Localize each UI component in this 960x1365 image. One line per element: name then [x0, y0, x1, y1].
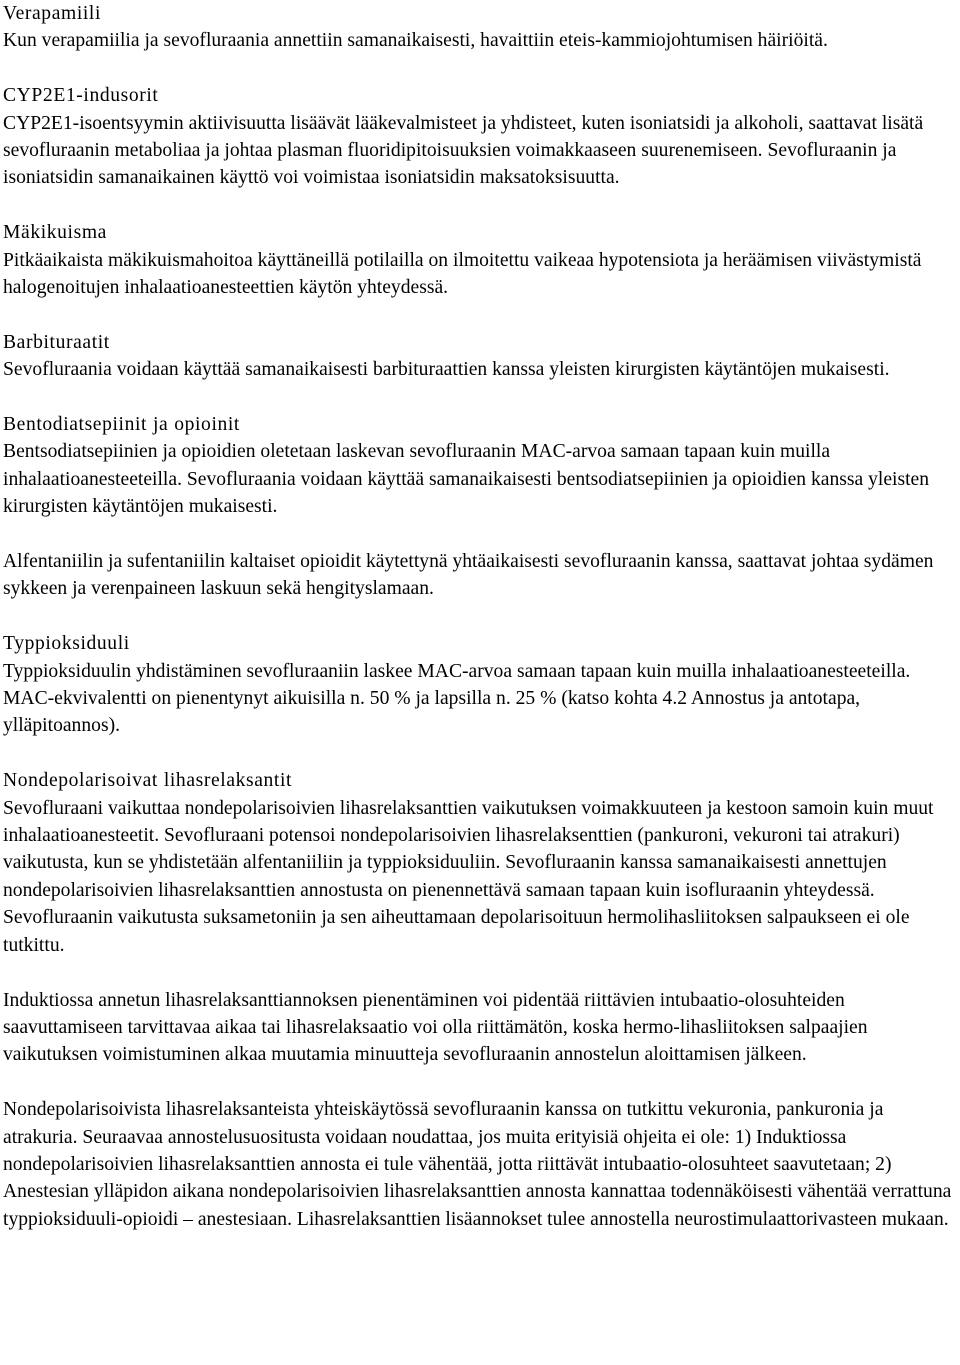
section-bentodiatsepiinit [3, 411, 957, 603]
section-paragraph: Sevofluraania voidaan käyttää samanaikaisesti barbituraattien kanssa yleisten kirurgisten käytäntöjen mukaisesti. [3, 359, 890, 381]
section-heading: Bentodiatsepiinit ja opioinit [3, 414, 240, 436]
section-heading: Verapamiili [3, 3, 102, 24]
section-typpioksiduuli [3, 630, 957, 740]
document-page [3, 0, 957, 1233]
section-makikuisma [3, 219, 957, 301]
section-heading: Nondepolarisoivat lihasrelaksantit [3, 770, 293, 792]
section-paragraph: Alfentaniilin ja sufentaniilin kaltaiset opioidit käytettynä yhtäaikaisesti sevofluraanin kanssa, saattavat johtaa sydämen sykkeen ja verenpaineen laskuun sekä hengityslamaan. [3, 551, 934, 600]
section-paragraph: CYP2E1-isoentsyymin aktiivisuutta lisäävät lääkevalmisteet ja yhdisteet, kuten isoniatsidi ja alkoholi, saattavat lisätä sevofluraanin metaboliaa ja johtaa plasman fluoridipitoisuuksien voimakkaaseen suurenemiseen. Sevofluraanin ja isoniatsidin samanaikainen käyttö voi voimistaa isoniatsidin maksatoksisuutta. [3, 112, 924, 189]
section-heading: CYP2E1-indusorit [3, 85, 159, 107]
section-heading: Typpioksiduuli [3, 633, 130, 655]
section-heading: Barbituraatit [3, 331, 110, 353]
section-paragraph: Nondepolarisoivista lihasrelaksanteista yhteiskäytössä sevofluraanin kanssa on tutkittu vekuronia, pankuronia ja atrakuria. Seuraavaa annostelusuositusta voidaan noudattaa, jos muita erityisiä ohjeita ei ole: 1) Induktiossa nondepolarisoivien lihasrelaksanttien annosta ei tule vähentää, jotta riittävät intubaatio-olosuhteet saavutetaan; 2) Anestesian ylläpidon aikana nondepolarisoivien lihasrelaksanttien annosta kannattaa todennäköisesti vähentää verrattuna typpioksiduuli-opioidi – anestesiaan. Lihasrelaksanttien lisäannokset tulee annostella neurostimulaattorivasteen mukaan. [3, 1099, 952, 1230]
section-barbituraatit [3, 329, 957, 384]
section-paragraph: Pitkäaikaista mäkikuismahoitoa käyttäneillä potilailla on ilmoitettu vaikeaa hypotensiota ja heräämisen viivästymistä halogenoitujen inhalaatioanesteettien käytön yhteydessä. [3, 249, 922, 299]
section-heading: Mäkikuisma [3, 222, 107, 244]
section-paragraph: Typpioksiduulin yhdistäminen sevofluraaniin laskee MAC-arvoa samaan tapaan kuin muilla inhalaatioanesteeteilla. MAC-ekvivalentti on pienentynyt aikuisilla n. 50 % ja lapsilla n. 25 % (katso kohta 4.2 Annostus ja antotapa, ylläpitoannos). [3, 660, 911, 737]
section-paragraph: Sevofluraani vaikuttaa nondepolarisoivien lihasrelaksanttien vaikutuksen voimakkuuteen ja kestoon samoin kuin muut inhalaatioanesteetit. Sevofluraani potensoi nondepolarisoivien lihasrelaksenttien (pankuroni, vekuroni tai atrakuri) vaikutusta, kun se yhdistetään alfentaniiliin ja typpioksiduuliin. Sevofluraanin kanssa samanaikaisesti annettujen nondepolarisoivien lihasrelaksanttien annostusta on pienennettävä samaan tapaan kuin isofluraanin yhteydessä. Sevofluraanin vaikutusta suksametoniin ja sen aiheuttamaan depolarisoituun hermolihasliitoksen salpaukseen ei ole tutkittu. [3, 797, 934, 956]
section-paragraph: Bentsodiatsepiinien ja opioidien oletetaan laskevan sevofluraanin MAC-arvoa samaan tapaan kuin muilla inhalaatioanesteeteilla. Sevofluraania voidaan käyttää samanaikaisesti bentsodiatsepiinien ja opioidien kanssa yleisten kirurgisten käytäntöjen mukaisesti. [3, 441, 930, 518]
section-verapamiili [3, 0, 957, 55]
section-nondepolarisoivat [3, 767, 957, 1233]
section-paragraph: Kun verapamiilia ja sevofluraania annettiin samanaikaisesti, havaittiin eteis-kammiojohtumisen häiriöitä. [3, 30, 828, 52]
section-paragraph: Induktiossa annetun lihasrelaksanttiannoksen pienentäminen voi pidentää riittävien intubaatio-olosuhteiden saavuttamiseen tarvittavaa aikaa tai lihasrelaksaatio voi olla riittämätön, koska hermo-lihasliitoksen salpaajien vaikutuksen voimistuminen alkaa muutamia minuutteja sevofluraanin annostelun aloittamisen jälkeen. [3, 989, 868, 1066]
section-cyp2e1-indusorit [3, 82, 957, 192]
